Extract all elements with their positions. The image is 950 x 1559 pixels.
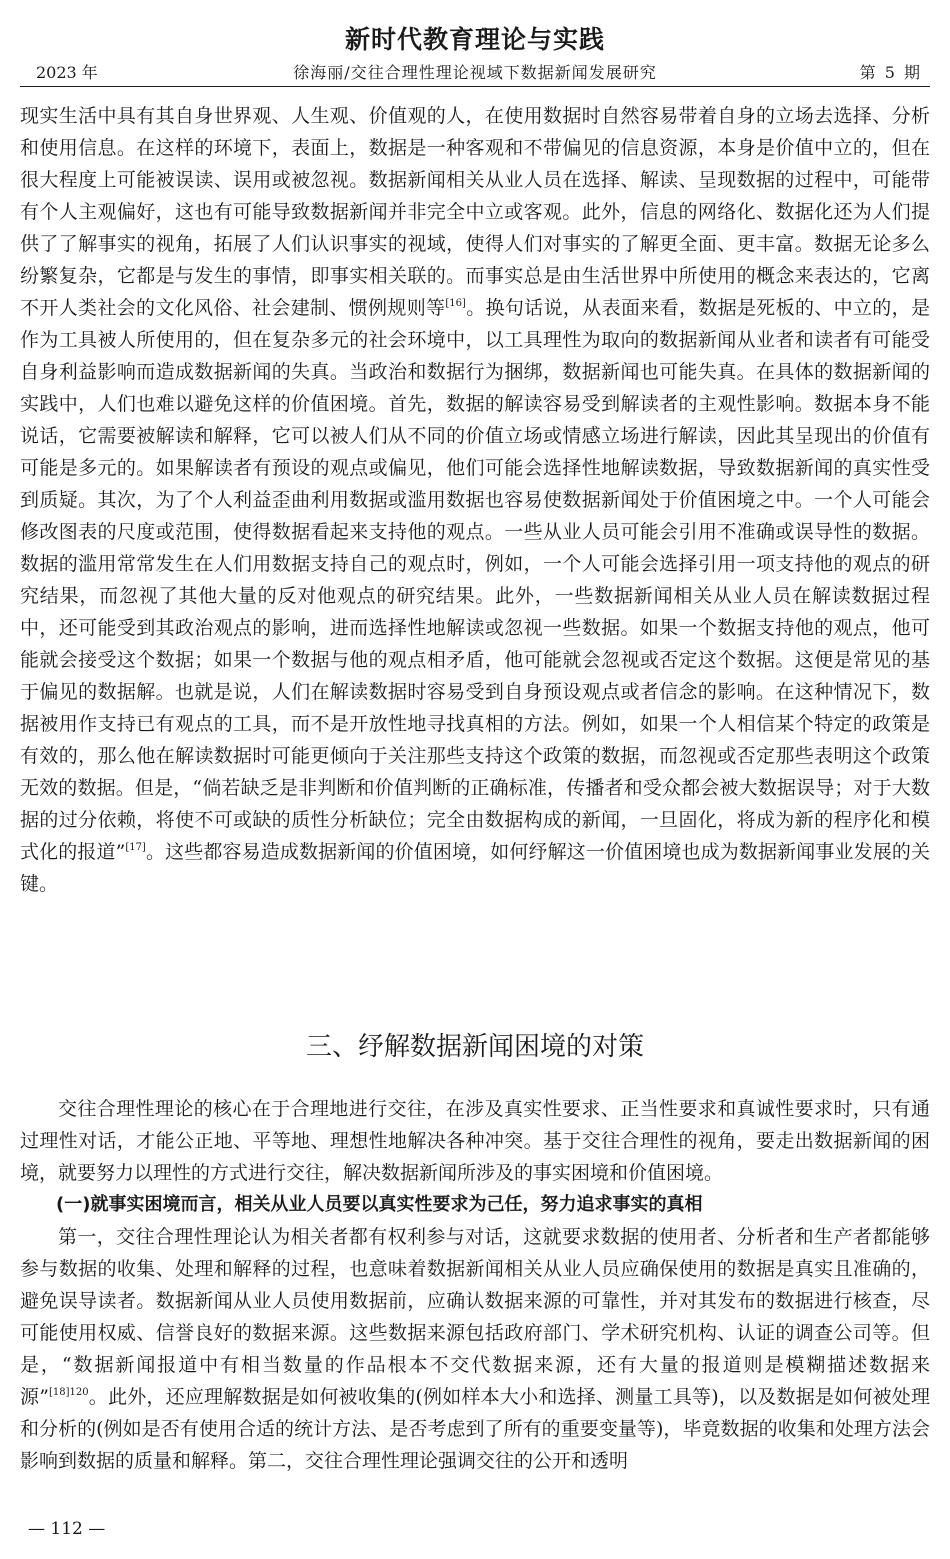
citation-17: [17]	[125, 842, 146, 853]
paragraph-text: 现实生活中具有其自身世界观、人生观、价值观的人，在使用数据时自然容易带着自身的立场去选择、分析和使用信息。在这样的环境下，表面上，数据是一种客观和不带偏见的信息资源，本身是价值中立的，但在很大程度上可能被误读、误用或被忽视。数据新闻相关从业人员在选择、解读、呈现数据的过程中，可能带有个人主观偏好，这也有可能导致数据新闻并非完全中立或客观。此外，信息的网络化、数据化还为人们提供了了解事实的视角，拓展了人们认识事实的视域，使得人们对事实的了解更全面、更丰富。数据无论多么纷繁复杂，它都是与发生的事情，即事实相关联的。而事实总是由生活世界中所使用的概念来表达的，它离不开人类社会的文化风俗、社会建制、惯例规则等	[20, 105, 930, 319]
running-header	[20, 60, 930, 87]
paragraph	[20, 1221, 930, 1477]
section-body	[20, 1093, 930, 1477]
paragraph	[20, 100, 930, 900]
paragraph-text: 第一，交往合理性理论认为相关者都有权利参与对话，这就要求数据的使用者、分析者和生产者都能够参与数据的收集、处理和解释的过程，也意味着数据新闻相关从业人员应确保使用的数据是真实且准确的，避免误导读者。数据新闻从业人员使用数据前，应确认数据来源的可靠性，并对其发布的数据进行核查，尽可能使用权威、信誉良好的数据来源。这些数据来源包括政府部门、学术研究机构、认证的调查公司等。但是，“数据新闻报道中有相当数量的作品根本不交代数据来源，还有大量的报道则是模糊描述数据来源”	[20, 1226, 930, 1408]
paragraph-text: 。这些都容易造成数据新闻的价值困境，如何纾解这一价值困境也成为数据新闻事业发展的关键。	[20, 841, 930, 895]
page-number: — 112 —	[28, 1519, 106, 1539]
intro-paragraph: 交往合理性理论的核心在于合理地进行交往，在涉及真实性要求、正当性要求和真诚性要求时，只有通过理性对话，才能公正地、平等地、理想性地解决各种冲突。基于交往合理性的视角，要走出数据新闻的困境，就要努力以理性的方式进行交往，解决数据新闻所涉及的事实困境和价值困境。	[20, 1098, 930, 1184]
subsection-heading: (一)就事实困境而言，相关从业人员要以真实性要求为己任，努力追求事实的真相	[56, 1194, 703, 1215]
header-article-title: 徐海丽/交往合理性理论视域下数据新闻发展研究	[293, 63, 657, 82]
section-heading: 三、纾解数据新闻困境的对策	[305, 1032, 644, 1062]
header-issue: 第 5 期	[859, 63, 922, 82]
paragraph-text: 。此外，还应理解数据是如何被收集的(例如样本大小和选择、测量工具等)，以及数据是如何被处理和分析的(例如是否有使用合适的统计方法、是否考虑到了所有的重要变量等)，毕竟数据的收集和处理方法会影响到数据的质量和解释。第二，交往合理性理论强调交往的公开和透明	[20, 1386, 931, 1472]
citation-18: [18]120	[48, 1387, 89, 1398]
journal-title: 新时代教育理论与实践	[344, 25, 605, 54]
citation-16: [16]	[445, 298, 466, 309]
header-year: 2023 年	[36, 63, 98, 82]
paragraph-text: 。换句话说，从表面来看，数据是死板的、中立的，是作为工具被人所使用的，但在复杂多元的社会环境中，以工具理性为取向的数据新闻从业者和读者有可能受自身利益影响而造成数据新闻的失真。当政治和数据行为捆绑，数据新闻也可能失真。在具体的数据新闻的实践中，人们也难以避免这样的价值困境。首先，数据的解读容易受到解读者的主观性影响。数据本身不能说话，它需要被解读和解释，它可以被人们从不同的价值立场或情感立场进行解读，因此其呈现出的价值有可能是多元的。如果解读者有预设的观点或偏见，他们可能会选择性地解读数据，导致数据新闻的真实性受到质疑。其次，为了个人利益歪曲利用数据或滥用数据也容易使数据新闻处于价值困境之中。一个人可能会修改图表的尺度或范围，使得数据看起来支持他的观点。一些从业人员可能会引用不准确或误导性的数据。数据的滥用常常发生在人们用数据支持自己的观点时，例如，一个人可能会选择引用一项支持他的观点的研究结果，而忽视了其他大量的反对他观点的研究结果。此外，一些数据新闻相关从业人员在解读数据过程中，还可能受到其政治观点的影响，进而选择性地解读或忽视一些数据。如果一个数据支持他的观点，他可能就会接受这个数据；如果一个数据与他的观点相矛盾，他可能就会忽视或否定这个数据。这便是常见的基于偏见的数据解。也就是说，人们在解读数据时容易受到自身预设观点或者信念的影响。在这种情况下，数据被用作支持已有观点的工具，而不是开放性地寻找真相的方法。例如，如果一个人相信某个特定的政策是有效的，那么他在解读数据时可能更倾向于关注那些支持这个政策的数据，而忽视或否定那些表明这个政策无效的数据。但是，“倘若缺乏是非判断和价值判断的正确标准，传播者和受众都会被大数据误导；对于大数据的过分依赖，将使不可或缺的质性分析缺位；完全由数据构成的新闻，一旦固化，将成为新的程序化和模式化的报道”	[20, 297, 930, 863]
continued-paragraph	[20, 100, 930, 900]
